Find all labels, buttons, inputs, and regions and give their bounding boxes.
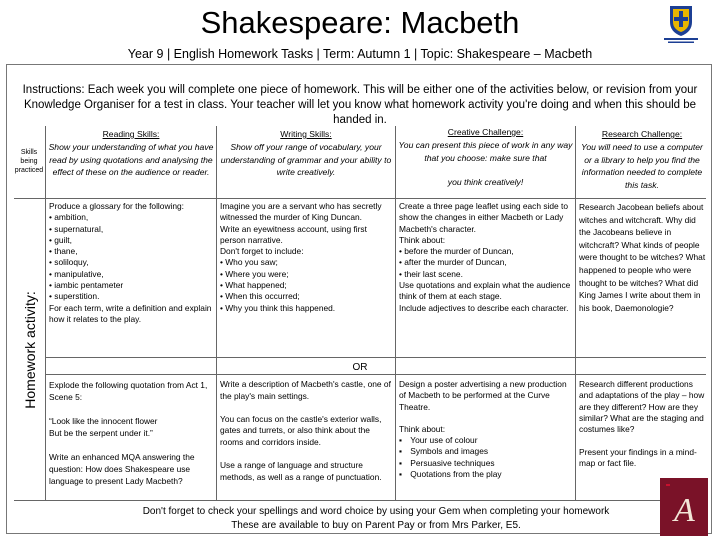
list-item: ▪ Quotations from the play (399, 469, 502, 480)
task-writing-1: Imagine you are a servant who has secretly witnessed the murder of King Duncan. Write an eyewitness account, using first person narrative. Don't forget to include: • Who you saw; • Where you were; • What happened; • When this occurred; • Why you think this happened. (220, 201, 382, 313)
creative-challenge-text: You can present this piece of work in any way that you choose: make sure that (398, 139, 573, 163)
writing-skills-text: Show off your range of vocabulary, your understanding of grammar and your ability to write creatively. (220, 141, 392, 178)
footer-note (46, 505, 706, 533)
task-writing-2: Write a description of Macbeth's castle, one of the play's main settings. You can focus on the castle's exterior walls, gates and turrets, or also think about the rooms and corridors inside. Use a range of language and structure methods, as well as a range of punctuation. (220, 379, 391, 482)
grid-line (14, 500, 706, 501)
list-item: ▪ Your use of colour (399, 435, 478, 446)
creative-challenge-cell (398, 126, 573, 189)
reading-skills-text: Show your understanding of what you have read by using quotations and analysing the effect of these on the audience or reader. (48, 141, 214, 178)
grid-line (14, 198, 706, 199)
task-creative-2-think: Think about: (399, 423, 446, 434)
research-challenge-text: You will need to use a computer or a library to help you find the information needed to complete this task. (581, 141, 703, 191)
header-subtitle: Year 9 | English Homework Tasks | Term: Autumn 1 | Topic: Shakespeare – Macbeth (127, 47, 593, 61)
task-creative-2 (399, 379, 574, 480)
grid-line (45, 126, 46, 500)
reading-skills-cell (48, 128, 214, 179)
task-reading-2: Explode the following quotation from Act 1, Scene 5: “Look like the innocent flower But be the serpent under it.” Write an enhanced MQA answering the question: How does Shakespeare use language to present Lady Macbeth? (49, 380, 208, 486)
homework-activity-text: Homework activity: (22, 291, 38, 409)
task-research-2: Research different productions and adaptations of the play – how are they different? How are they similar? What are the staging and costumes like? Present your findings in a mind-map or fact file. (579, 379, 705, 469)
or-divider: OR (352, 362, 368, 373)
creative-challenge-text-2: you think creatively! (447, 177, 524, 188)
writing-skills-heading: Writing Skills: (280, 129, 332, 139)
list-item: ▪ Symbols and images (399, 446, 489, 457)
research-challenge-cell (578, 128, 706, 192)
school-crest-icon (656, 4, 706, 44)
grid-line (575, 126, 576, 500)
reading-skills-heading: Reading Skills: (102, 129, 160, 139)
skills-practiced-label: Skills being practiced (14, 149, 44, 174)
task-reading-1: Produce a glossary for the following: • ambition, • supernatural, • guilt, • thane, • soliloquy, • manipulative, • iambic pentameter • superstition. For each term, write a definition and explain how it relates to the play. (49, 201, 212, 324)
research-challenge-heading: Research Challenge: (601, 129, 683, 139)
footer-line-2: These are available to buy on Parent Pay or from Mrs Parker, E5. (231, 520, 521, 531)
grid-line (395, 126, 396, 500)
grid-line (45, 374, 706, 375)
list-item: ▪ Persuasive techniques (399, 457, 495, 468)
task-creative-1: Create a three page leaflet using each side to show the changes in either Macbeth or Lady Macbeth's character. Think about: • before the murder of Duncan, • after the murder of Duncan, • their last scene. Use quotations and explain what the audience think of them at each stage. Include adjectives to describe each character. (399, 201, 571, 313)
grid-line (216, 126, 217, 500)
task-research-1: Research Jacobean beliefs about witches and witchcraft. Why did the Jacobeans believe in witchcraft? What kinds of people were thought to be witches? What happened to people who were thought to be witches? What did King James I write about them in his book, Daemonologie? (579, 202, 706, 313)
footer-line-1: Don't forget to check your spellings and word choice by using your Gem when completing your homework (142, 506, 610, 517)
creative-challenge-heading: Creative Challenge: (447, 127, 524, 137)
gem-book-icon: A (660, 478, 708, 536)
homework-activity-label (16, 200, 44, 500)
writing-skills-cell (219, 128, 393, 179)
page-title: Shakespeare: Macbeth (200, 5, 520, 40)
task-creative-2-intro: Design a poster advertising a new production of Macbeth to be performed at the Curve Theatre. (399, 379, 567, 412)
instructions: Instructions: Each week you will complete one piece of homework. This will be either one of the activities below, or revision from your Knowledge Organiser for a test in class. Your teacher will let you know what homework activity you're doing and when this should be handed in. (22, 84, 698, 126)
grid-line (45, 357, 706, 358)
